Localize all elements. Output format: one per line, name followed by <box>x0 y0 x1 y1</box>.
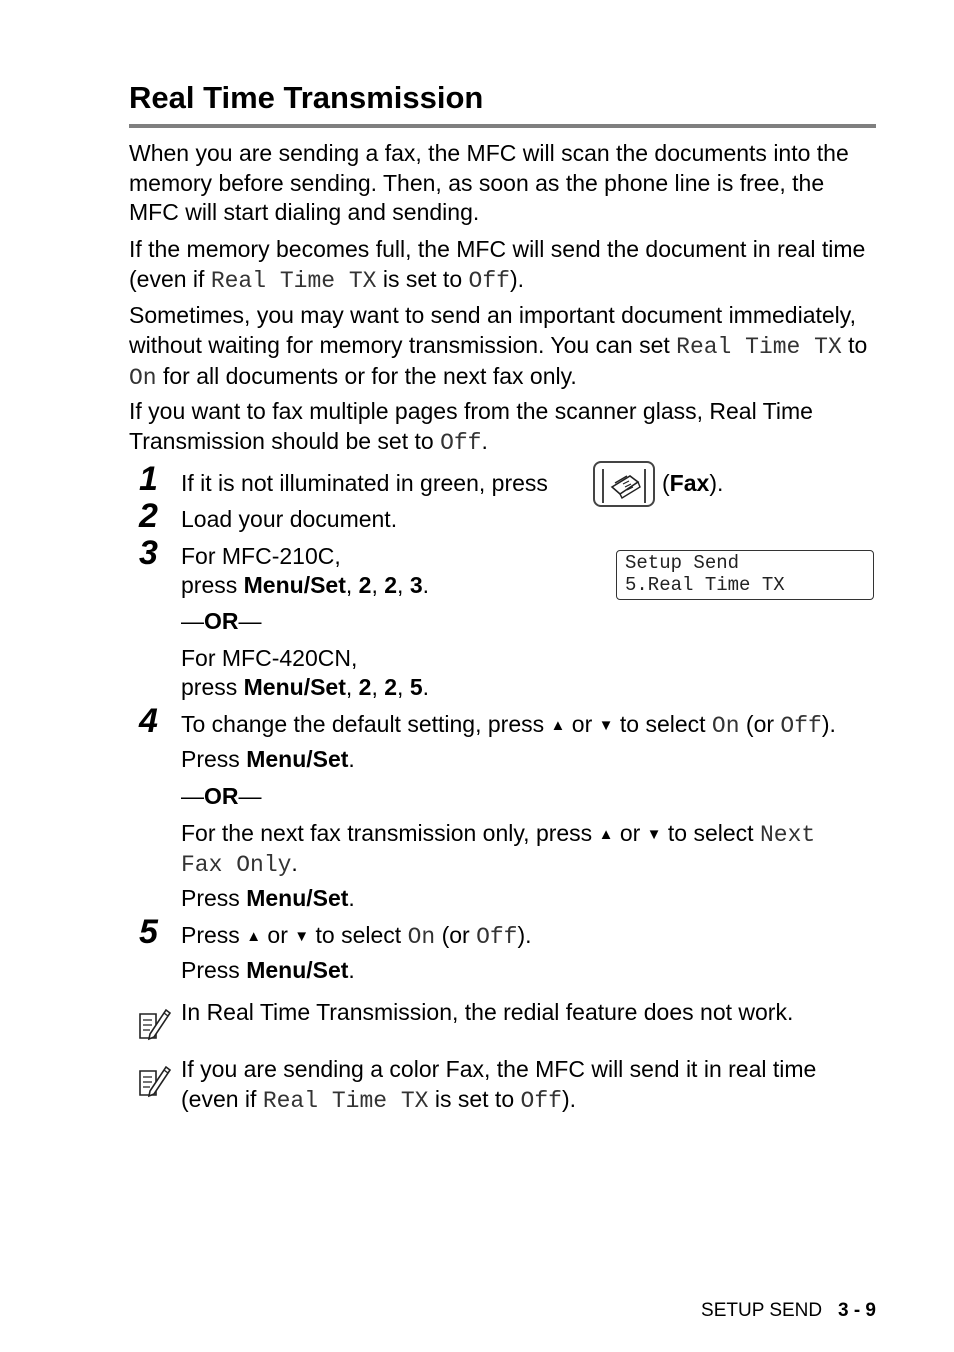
step-3-keys-2: press Menu/Set, 2, 2, 5. <box>181 674 429 700</box>
step-4-text-a: To change the default setting, press ▲ or ▼ to select On (or Off). <box>181 711 836 739</box>
fax-machine-icon <box>595 463 653 505</box>
up-arrow-icon: ▲ <box>246 928 262 945</box>
down-arrow-icon: ▼ <box>294 928 310 945</box>
intro-paragraph-3: Sometimes, you may want to send an important document immediately, without waiting for memory transmission. You can set Real Time TX to On for all documents or for the next fax only. <box>129 302 868 391</box>
lcd-line-2: 5.Real Time TX <box>625 574 785 596</box>
step-number-2: 2 <box>139 497 158 535</box>
page-number: 3 - 9 <box>837 1300 876 1321</box>
down-arrow-icon: ▼ <box>646 826 662 843</box>
or-separator-1: —OR— <box>181 608 262 634</box>
step-5-press: Press Menu/Set. <box>181 957 355 983</box>
step-4-text-b: For the next fax transmission only, press ▲ or ▼ to select Next <box>181 820 816 848</box>
step-2-text: Load your document. <box>181 506 398 532</box>
intro-paragraph-4: If you want to fax multiple pages from the scanner glass, Real Time Transmission should be set to Off. <box>129 398 813 456</box>
step-number-4: 4 <box>139 702 158 740</box>
intro-paragraph-1: When you are sending a fax, the MFC will scan the documents into the memory before sending. Then, as soon as the phone line is free, the MFC will start dialing and sending. <box>129 140 849 225</box>
note-2-line-1: If you are sending a color Fax, the MFC will send it in real time <box>181 1056 817 1082</box>
step-1-text-b: (Fax). <box>662 470 724 496</box>
page-title: Real Time Transmission <box>129 80 484 115</box>
footer-section: SETUP SEND <box>701 1300 823 1321</box>
step-1-text-a: If it is not illuminated in green, press <box>181 470 548 496</box>
step-number-1: 1 <box>139 460 158 498</box>
lcd-display <box>616 550 874 600</box>
title-rule <box>129 124 876 128</box>
step-number-5: 5 <box>139 913 158 951</box>
note-2-line-2: (even if Real Time TX is set to Off). <box>181 1086 576 1114</box>
step-3-model-2: For MFC-420CN, <box>181 645 358 671</box>
fax-button[interactable] <box>593 461 655 507</box>
intro-paragraph-2: If the memory becomes full, the MFC will send the document in real time (even if Real Time TX is set to Off). <box>129 236 866 294</box>
lcd-line-1: Setup Send <box>625 552 740 574</box>
or-separator-2: —OR— <box>181 783 262 809</box>
up-arrow-icon: ▲ <box>598 826 614 843</box>
note-pencil-icon <box>136 1004 174 1042</box>
up-arrow-icon: ▲ <box>550 717 566 734</box>
step-3-model-1: For MFC-210C, <box>181 543 341 569</box>
page-footer <box>701 1300 876 1322</box>
step-4-press-1: Press Menu/Set. <box>181 746 355 772</box>
step-number-3: 3 <box>139 534 158 572</box>
step-4-text-c: Fax Only. <box>181 850 298 878</box>
step-3-keys-1: press Menu/Set, 2, 2, 3. <box>181 572 429 598</box>
down-arrow-icon: ▼ <box>598 717 614 734</box>
step-4-press-2: Press Menu/Set. <box>181 885 355 911</box>
note-pencil-icon <box>136 1061 174 1099</box>
step-5-text: Press ▲ or ▼ to select On (or Off). <box>181 922 532 950</box>
note-1-text: In Real Time Transmission, the redial feature does not work. <box>181 999 794 1025</box>
